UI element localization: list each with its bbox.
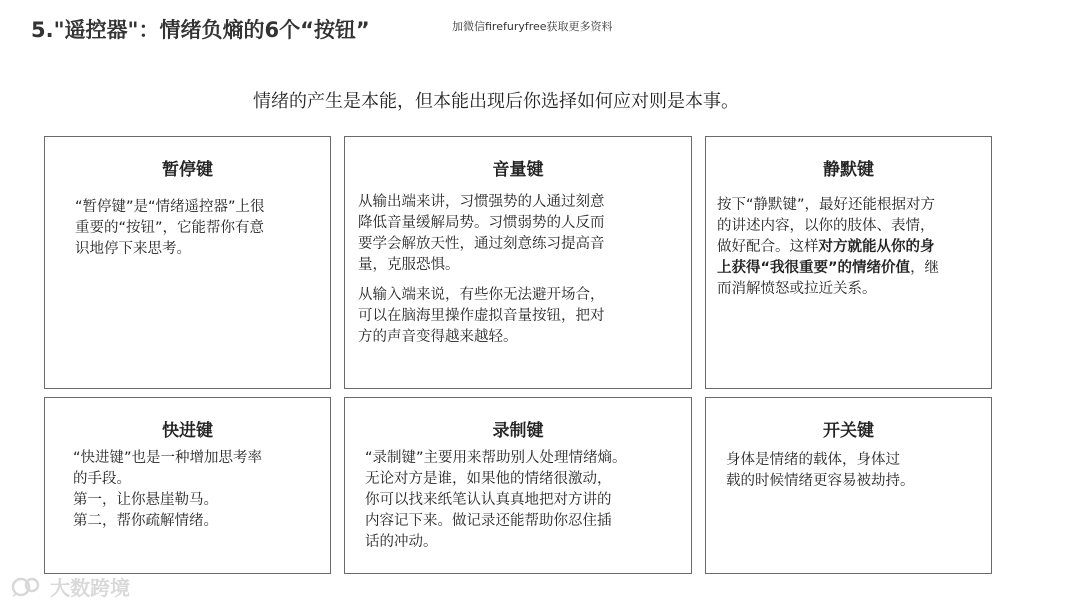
card-fastforward (44, 397, 331, 574)
text-segment: 做好配合。这样 (717, 239, 819, 255)
card-title: 快进键 (162, 421, 213, 441)
wechat-note: 加微信firefuryfree获取更多资料 (452, 20, 613, 33)
text-line: “录制键”主要用来帮助别人处理情绪熵。 (365, 450, 627, 466)
card-title: 录制键 (492, 421, 544, 441)
card-title: 开关键 (823, 421, 874, 441)
text-line: 载的时候情绪更容易被劫持。 (726, 473, 915, 489)
text-line: 内容记下来。做记录还能帮助你忍住插 (365, 513, 612, 529)
text-line (717, 237, 939, 258)
card-title: 暂停键 (162, 160, 213, 180)
text-line (717, 258, 939, 279)
text-line: 按下“静默键”，最好还能根据对方 (717, 197, 936, 213)
text-line: 无论对方是谁，如果他的情绪很激动， (365, 471, 612, 487)
card-body (365, 448, 627, 553)
subtitle: 情绪的产生是本能，但本能出现后你选择如何应对则是本事。 (253, 91, 739, 112)
emphasis-text: 对方就能从你的身 (818, 239, 935, 255)
paragraph (358, 285, 605, 348)
paragraph (358, 192, 605, 276)
watermark (10, 572, 130, 601)
text-line: 识地停下来思考。 (75, 241, 191, 257)
text-line: “暂停键”是“情绪遥控器”上很 (75, 199, 265, 215)
text-line: 的讲述内容，以你的肢体、表情， (717, 218, 935, 234)
card-power (705, 397, 992, 574)
text-line: 方的声音变得越来越轻。 (358, 329, 518, 345)
card-body (726, 450, 915, 492)
card-body (358, 192, 605, 357)
page-title: 5."遥控器"：情绪负熵的6个“按钮” (31, 18, 370, 42)
text-line: 身体是情绪的载体，身体过 (726, 452, 900, 468)
text-line: 量，克服恐惧。 (358, 257, 460, 273)
text-line: 话的冲动。 (365, 534, 438, 550)
text-line: 要学会解放天性，通过刻意练习提高音 (358, 236, 605, 252)
text-line: 从输出端来讲，习惯强势的人通过刻意 (358, 194, 605, 210)
text-line: 的手段。 (73, 471, 131, 487)
card-volume (344, 136, 692, 389)
card-body (73, 448, 262, 532)
text-segment: ，继 (910, 260, 940, 276)
chat-bubble-logo-icon (10, 576, 44, 598)
card-title: 音量键 (492, 160, 544, 180)
text-line: 从输入端来说，有些你无法避开场合， (358, 287, 605, 303)
text-line: 第一，让你悬崖勒马。 (73, 492, 218, 508)
text-line: 降低音量缓解局势。习惯弱势的人反而 (358, 215, 605, 231)
card-mute (705, 136, 992, 389)
card-body (75, 197, 265, 260)
text-line: 重要的“按钮”，它能帮你有意 (75, 220, 265, 236)
emphasis-text: 上获得“我很重要”的情绪价值 (717, 260, 911, 276)
text-line: 你可以找来纸笔认认真真地把对方讲的 (365, 492, 612, 508)
card-body (717, 195, 939, 300)
text-line: 而消解愤怒或拉近关系。 (717, 281, 877, 297)
text-line: 可以在脑海里操作虚拟音量按钮，把对 (358, 308, 605, 324)
card-pause (44, 136, 331, 389)
text-line: 第二，帮你疏解情绪。 (73, 513, 218, 529)
text-line: “快进键”也是一种增加思考率 (73, 450, 263, 466)
watermark-text: 大数跨境 (50, 576, 130, 600)
card-title: 静默键 (823, 160, 874, 180)
card-record (344, 397, 692, 574)
